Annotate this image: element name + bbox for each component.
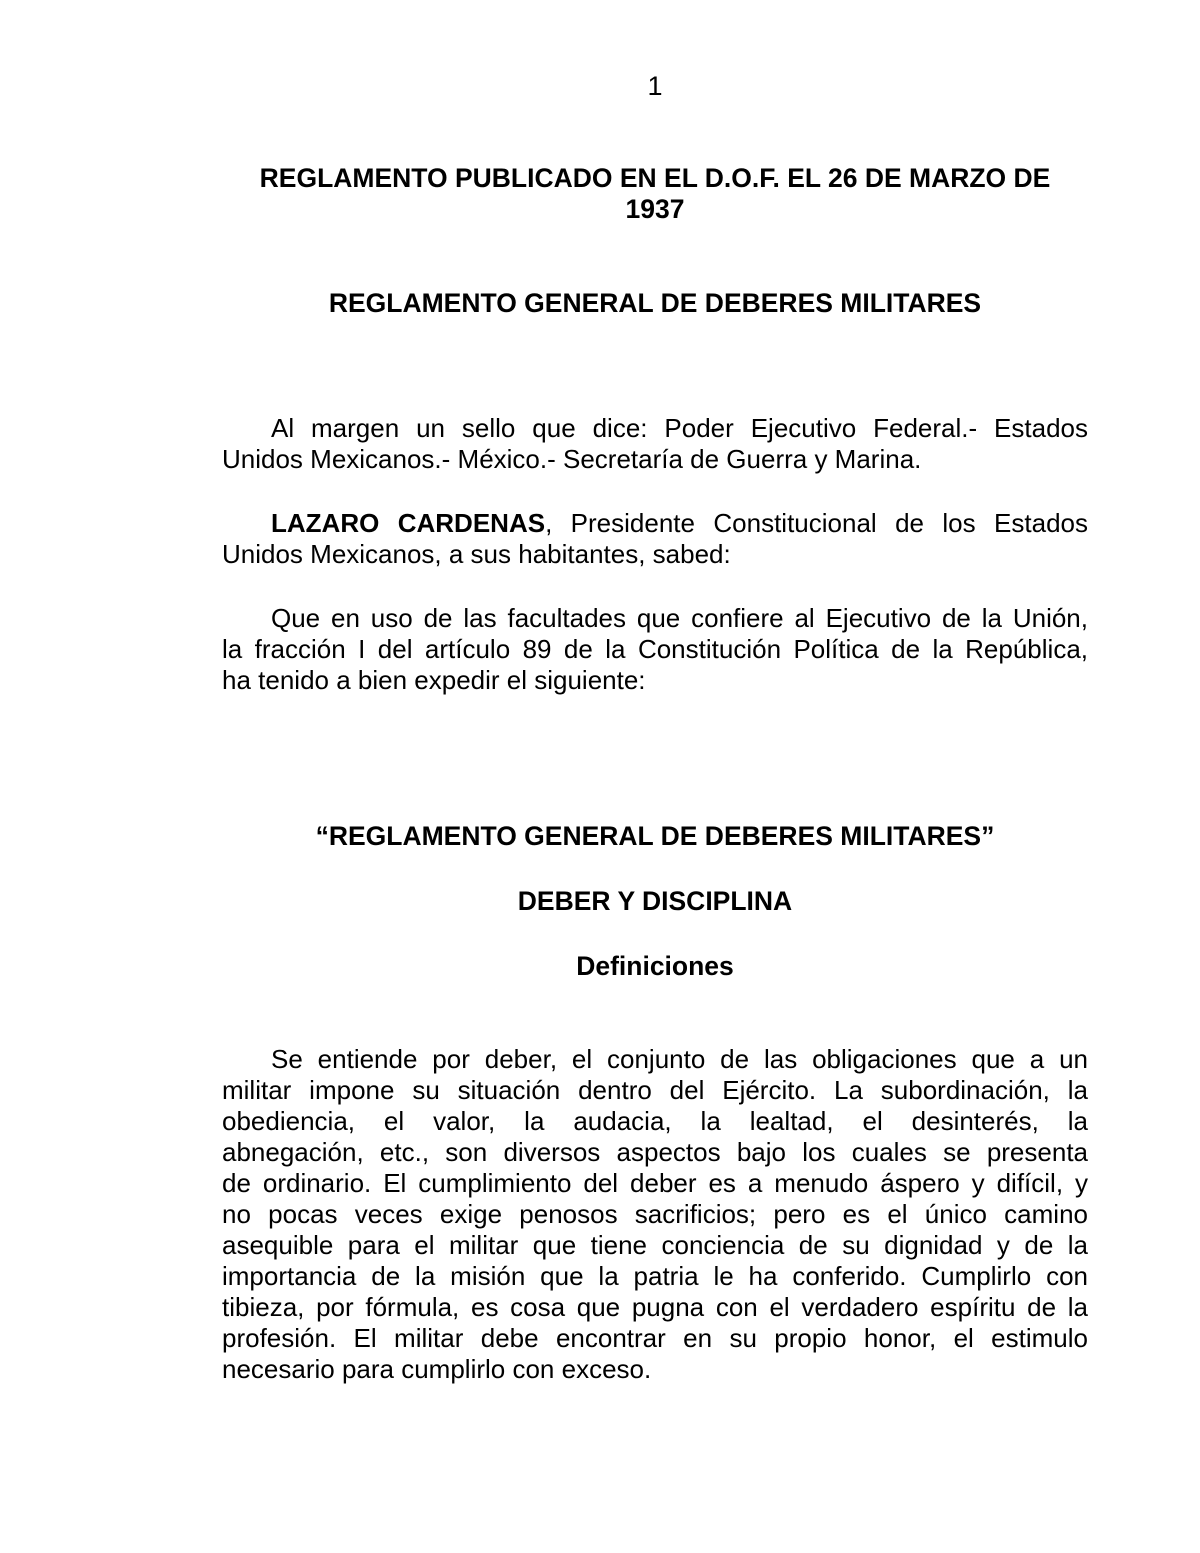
president-line-1: LAZARO CARDENAS, Presidente Constitucional de los Estados (271, 508, 1088, 538)
seal-line-1: Al margen un sello que dice: Poder Ejecutivo Federal.- Estados (271, 413, 1088, 443)
subheading: Definiciones (576, 951, 734, 981)
publication-heading-line-2: 1937 (625, 194, 685, 224)
definition-line: tibieza, por fórmula, es cosa que pugna con el verdadero espíritu de la (222, 1292, 1088, 1322)
definition-line: abnegación, etc., son diversos aspectos bajo los cuales se presenta (222, 1137, 1088, 1167)
definition-line: asequible para el militar que tiene conciencia de su dignidad y de la (222, 1230, 1088, 1260)
definition-line: obediencia, el valor, la audacia, la lealtad, el desinterés, la (222, 1106, 1088, 1136)
facultades-line-1: Que en uso de las facultades que confiere al Ejecutivo de la Unión, (271, 603, 1088, 633)
definition-line: Se entiende por deber, el conjunto de las obligaciones que a un (271, 1044, 1088, 1074)
publication-heading (222, 163, 1088, 225)
publication-heading-line-1: REGLAMENTO PUBLICADO EN EL D.O.F. EL 26 DE MARZO DE (259, 163, 1051, 193)
definition-line: militar impone su situación dentro del Ejército. La subordinación, la (222, 1075, 1088, 1105)
facultades-line-2: la fracción I del artículo 89 de la Constitución Política de la República, (222, 634, 1088, 664)
president-paragraph (222, 508, 1088, 570)
seal-line-2: Unidos Mexicanos.- México.- Secretaría de Guerra y Marina. (222, 444, 922, 474)
definition-line: importancia de la misión que la patria le ha conferido. Cumplirlo con (222, 1261, 1088, 1291)
quoted-title: “REGLAMENTO GENERAL DE DEBERES MILITARES” (315, 821, 995, 851)
definition-line: necesario para cumplirlo con exceso. (222, 1354, 652, 1384)
document-title: REGLAMENTO GENERAL DE DEBERES MILITARES (328, 288, 982, 318)
definition-line: no pocas veces exige penosos sacrificios; pero es el único camino (222, 1199, 1088, 1229)
seal-paragraph (222, 413, 1088, 475)
definition-line: profesión. El militar debe encontrar en su propio honor, el estimulo (222, 1323, 1088, 1353)
page-number: 1 (647, 71, 663, 101)
chapter-heading: DEBER Y DISCIPLINA (517, 886, 793, 916)
definition-paragraph (222, 1044, 1088, 1385)
facultades-line-3: ha tenido a bien expedir el siguiente: (222, 665, 646, 695)
facultades-paragraph (222, 603, 1088, 696)
president-line-2: Unidos Mexicanos, a sus habitantes, sabed: (222, 539, 731, 569)
president-name: LAZARO CARDENAS (271, 508, 546, 538)
definition-line: de ordinario. El cumplimiento del deber es a menudo áspero y difícil, y (222, 1168, 1088, 1198)
